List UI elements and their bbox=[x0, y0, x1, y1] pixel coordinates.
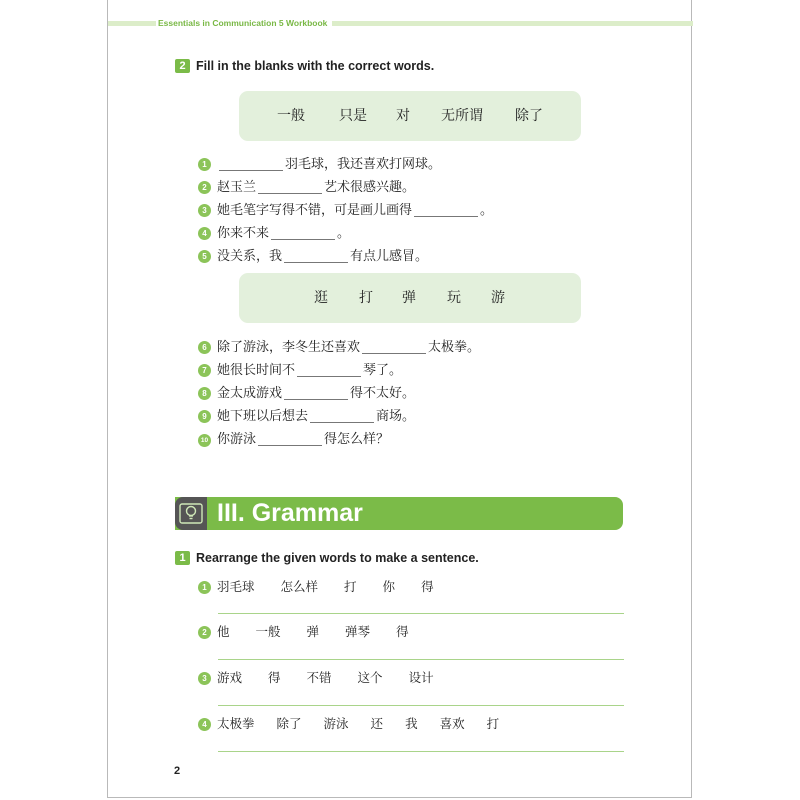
given-word: 我 bbox=[405, 716, 418, 731]
banner-icon-box bbox=[175, 497, 207, 530]
word-bank-1 bbox=[239, 91, 581, 141]
answer-blank[interactable] bbox=[310, 408, 374, 423]
answer-blank[interactable] bbox=[362, 339, 426, 354]
header-title: Essentials in Communication 5 Workbook bbox=[158, 18, 328, 28]
item-number: 9 bbox=[198, 410, 211, 423]
item-number: 6 bbox=[198, 341, 211, 354]
question-number-badge: 2 bbox=[175, 59, 190, 73]
answer-line[interactable] bbox=[218, 613, 624, 614]
word-bank-word: 对 bbox=[396, 108, 410, 124]
word-bank-2 bbox=[239, 273, 581, 323]
word-bank-word: 除了 bbox=[515, 108, 543, 124]
header-bar-left bbox=[108, 21, 156, 26]
given-word: 一般 bbox=[255, 624, 281, 639]
given-word: 你 bbox=[382, 579, 396, 594]
item-text-before: 没关系，我 bbox=[217, 249, 283, 264]
exercise-item bbox=[198, 359, 402, 377]
item-number: 5 bbox=[198, 250, 211, 263]
answer-line[interactable] bbox=[218, 659, 624, 660]
exercise-item bbox=[198, 405, 415, 423]
exercise-item bbox=[198, 153, 441, 171]
question-number-badge: 1 bbox=[175, 551, 190, 565]
exercise-item bbox=[198, 382, 415, 400]
word-bank-word: 一般 bbox=[277, 108, 305, 124]
exercise-item bbox=[198, 222, 350, 240]
given-word: 除了 bbox=[276, 716, 302, 731]
given-word: 他 bbox=[217, 624, 230, 639]
question-instruction: Fill in the blanks with the correct words. bbox=[196, 59, 435, 73]
item-text-after: 商场。 bbox=[376, 409, 416, 424]
given-word: 弹 bbox=[306, 624, 320, 639]
exercise-item bbox=[198, 199, 493, 217]
item-text-after: 羽毛球，我还喜欢打网球。 bbox=[285, 157, 442, 172]
given-word: 不错 bbox=[306, 670, 332, 685]
given-word: 游戏 bbox=[217, 670, 243, 685]
answer-blank[interactable] bbox=[271, 225, 335, 240]
rearrange-item bbox=[198, 668, 434, 686]
item-number: 3 bbox=[198, 204, 211, 217]
answer-line[interactable] bbox=[218, 751, 624, 752]
given-word: 得 bbox=[396, 624, 409, 639]
item-number: 1 bbox=[198, 581, 211, 594]
item-text-before: 她毛笔字写得不错，可是画儿画得 bbox=[217, 203, 413, 218]
word-bank-word: 无所谓 bbox=[441, 108, 483, 124]
item-text-before: 除了游泳，李冬生还喜欢 bbox=[217, 340, 361, 355]
given-word: 怎么样 bbox=[280, 579, 319, 594]
item-text-before: 你游泳 bbox=[217, 432, 257, 447]
section-banner bbox=[175, 497, 623, 530]
item-text-after: 艺术很感兴趣。 bbox=[324, 180, 416, 195]
item-text-before: 她很长时间不 bbox=[217, 363, 296, 378]
item-text-after: 。 bbox=[337, 226, 351, 241]
item-text-after: 有点儿感冒。 bbox=[350, 249, 429, 264]
item-text-after: 得怎么样？ bbox=[324, 432, 390, 447]
exercise-item bbox=[198, 336, 480, 354]
item-text-before: 你来不来 bbox=[217, 226, 270, 241]
given-word: 喜欢 bbox=[439, 716, 465, 731]
item-number: 4 bbox=[198, 718, 211, 731]
exercise-item bbox=[198, 245, 428, 263]
section-title: III. Grammar bbox=[217, 499, 363, 527]
item-number: 10 bbox=[198, 434, 211, 447]
item-number: 2 bbox=[198, 181, 211, 194]
word-bank-word: 玩 bbox=[447, 290, 461, 306]
exercise-item bbox=[198, 176, 415, 194]
answer-blank[interactable] bbox=[297, 362, 361, 377]
item-text-before: 她下班以后想去 bbox=[217, 409, 309, 424]
word-bank-word: 游 bbox=[491, 290, 505, 306]
item-number: 8 bbox=[198, 387, 211, 400]
given-word: 打 bbox=[486, 716, 500, 731]
exercise-item bbox=[198, 428, 389, 446]
page-number: 2 bbox=[174, 765, 181, 777]
item-text-before: 赵玉兰 bbox=[217, 180, 257, 195]
item-text-after: 得不太好。 bbox=[350, 386, 416, 401]
word-bank-word: 弹 bbox=[402, 290, 416, 306]
item-number: 4 bbox=[198, 227, 211, 240]
header-bar-right bbox=[332, 21, 693, 26]
item-text-after: 太极拳。 bbox=[428, 340, 481, 355]
answer-line[interactable] bbox=[218, 705, 624, 706]
item-text-after: 琴了。 bbox=[363, 363, 403, 378]
rearrange-item bbox=[198, 714, 499, 732]
item-text-after: 。 bbox=[480, 203, 494, 218]
rearrange-item bbox=[198, 577, 434, 595]
answer-blank[interactable] bbox=[284, 248, 348, 263]
given-word: 打 bbox=[344, 579, 357, 594]
item-number: 1 bbox=[198, 158, 211, 171]
word-bank-word: 打 bbox=[359, 290, 373, 306]
answer-blank[interactable] bbox=[258, 431, 322, 446]
workbook-page bbox=[107, 0, 692, 798]
item-number: 7 bbox=[198, 364, 211, 377]
given-word: 得 bbox=[421, 579, 434, 594]
word-bank-word: 逛 bbox=[314, 290, 328, 306]
item-number: 2 bbox=[198, 626, 211, 639]
item-text-before: 金太成游戏 bbox=[217, 386, 283, 401]
given-word: 这个 bbox=[357, 670, 383, 685]
given-word: 得 bbox=[268, 670, 281, 685]
lightbulb-icon bbox=[175, 497, 207, 530]
answer-blank[interactable] bbox=[414, 202, 478, 217]
given-word: 羽毛球 bbox=[217, 579, 255, 594]
given-word: 设计 bbox=[408, 670, 434, 685]
given-word: 弹琴 bbox=[345, 624, 371, 639]
given-word: 太极拳 bbox=[217, 716, 255, 731]
answer-blank[interactable] bbox=[219, 156, 283, 171]
item-number: 3 bbox=[198, 672, 211, 685]
given-word: 还 bbox=[370, 716, 384, 731]
word-bank-word: 只是 bbox=[339, 108, 367, 124]
rearrange-item bbox=[198, 622, 409, 640]
question-instruction: Rearrange the given words to make a sentence. bbox=[196, 551, 479, 565]
answer-blank[interactable] bbox=[284, 385, 348, 400]
given-word: 游泳 bbox=[323, 716, 349, 731]
answer-blank[interactable] bbox=[258, 179, 322, 194]
